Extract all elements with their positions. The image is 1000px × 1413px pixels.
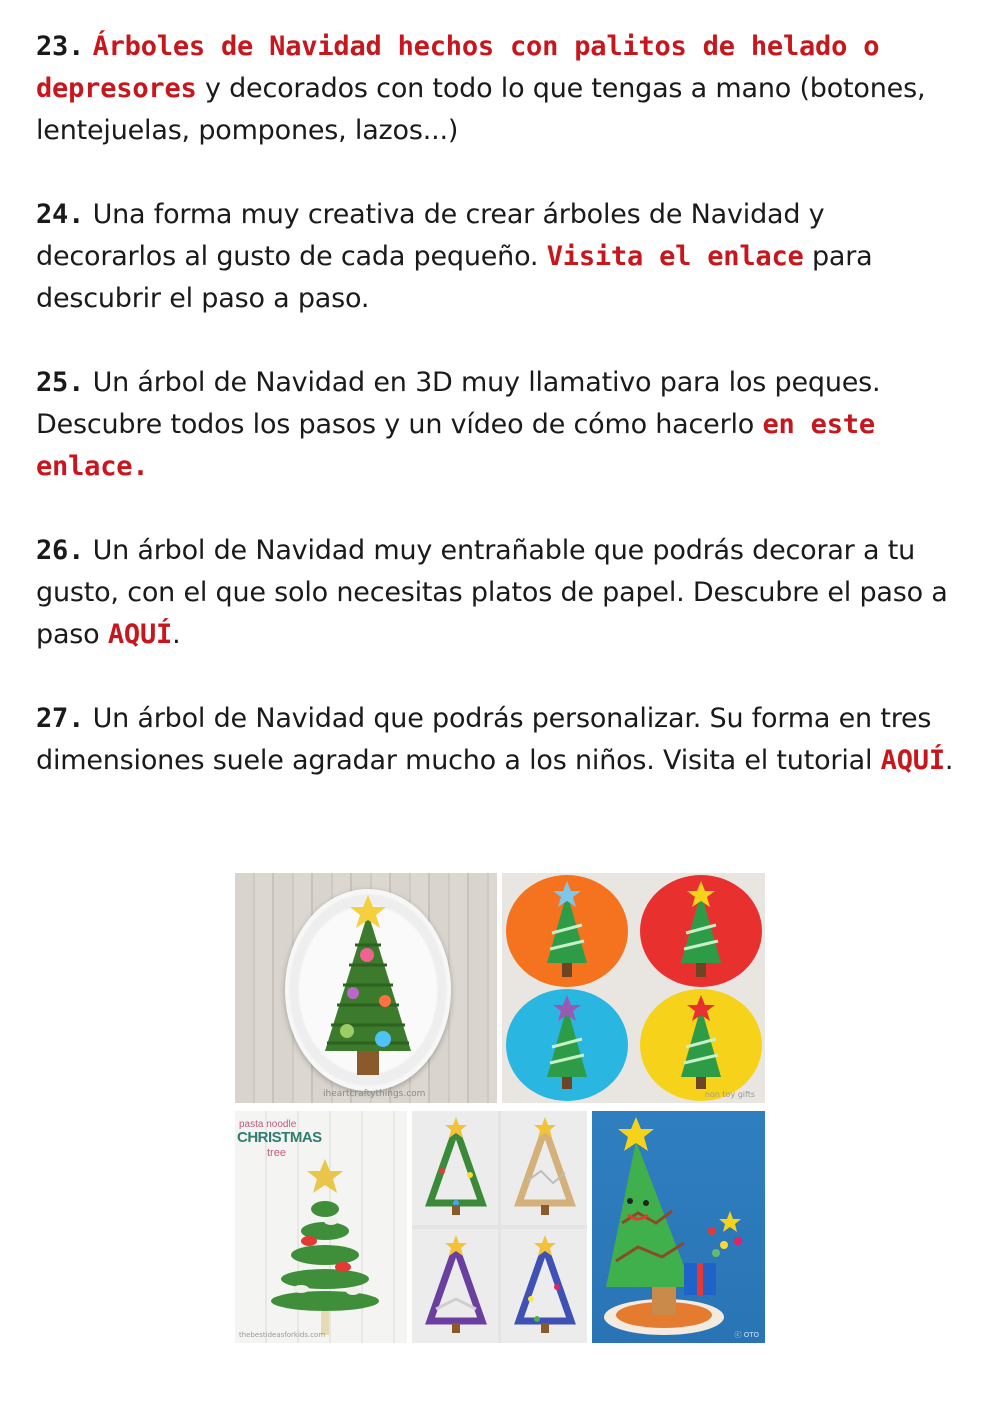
item-text: Un árbol de Navidad muy entrañable que podrás decorar a tu gusto, con el que solo necesitas platos de papel. Descubre el paso a paso [36, 535, 948, 650]
craft-photo-collage [235, 873, 765, 1343]
pasta-title-line1: pasta noodle [239, 1119, 297, 1130]
pasta-tree-drawing [235, 1111, 407, 1343]
highlighted-link-text[interactable]: Visita el enlace [546, 241, 804, 272]
item-list [36, 26, 966, 782]
photo-popsicle-stick-trees [412, 1111, 587, 1343]
item-text: Un árbol de Navidad que podrás personalizar. Su forma en tres dimensiones suele agradar mucho a los niños. Visita el tutorial [36, 703, 932, 776]
item-24 [36, 194, 966, 320]
document-body [36, 26, 966, 824]
highlighted-link-text[interactable]: en este enlace. [36, 409, 875, 482]
item-26 [36, 530, 966, 656]
item-23 [36, 26, 966, 152]
cone-tree-drawing [592, 1111, 765, 1343]
highlighted-link-text[interactable]: Árboles de Navidad hechos con palitos de helado o depresores [36, 31, 880, 104]
item-number: 25. [36, 367, 85, 398]
item-text: Una forma muy creativa de crear árboles de Navidad y decorarlos al gusto de cada pequeño. [36, 199, 825, 272]
photo-3d-cone-tree [592, 1111, 765, 1343]
item-text: y decorados con todo lo que tengas a mano (botones, lentejuelas, pompones, lazos...) [36, 73, 926, 146]
item-text: . [172, 619, 181, 650]
photo-watermark: ⓒ OTO [734, 1331, 759, 1339]
highlighted-link-text[interactable]: AQUÍ [880, 745, 945, 776]
photo-paper-plate-trees [502, 873, 765, 1103]
item-25 [36, 362, 966, 488]
photo-watermark: thebestideasforkids.com [239, 1331, 326, 1339]
popsicle-tree-photo-2 [501, 1111, 587, 1225]
item-27 [36, 698, 966, 782]
photo-plate-pipe-cleaner-tree [235, 873, 497, 1103]
item-text: . [944, 745, 954, 776]
popsicle-tree-photo-1 [412, 1111, 498, 1225]
pasta-title-line3: tree [267, 1147, 286, 1159]
photo-watermark: iheartcraftythings.com [323, 1089, 426, 1099]
item-number: 27. [36, 703, 85, 734]
photo-watermark: non toy gifts [704, 1090, 755, 1099]
item-text: para descubrir el paso a paso. [36, 241, 873, 314]
paper-plate-trees-drawing [502, 873, 765, 1103]
item-text: Un árbol de Navidad en 3D muy llamativo para los peques. Descubre todos los pasos y un vídeo de cómo hacerlo [36, 367, 881, 440]
popsicle-tree-photo-4 [501, 1229, 587, 1343]
highlighted-link-text[interactable]: AQUÍ [107, 619, 173, 650]
item-number: 23. [36, 31, 85, 62]
popsicle-tree-photo-3 [412, 1229, 498, 1343]
pipe-cleaner-tree-drawing [235, 873, 497, 1103]
photo-pasta-noodle-tree [235, 1111, 407, 1343]
item-number: 24. [36, 199, 85, 230]
item-number: 26. [36, 535, 85, 566]
pasta-title-line2: CHRISTMAS [237, 1129, 322, 1146]
